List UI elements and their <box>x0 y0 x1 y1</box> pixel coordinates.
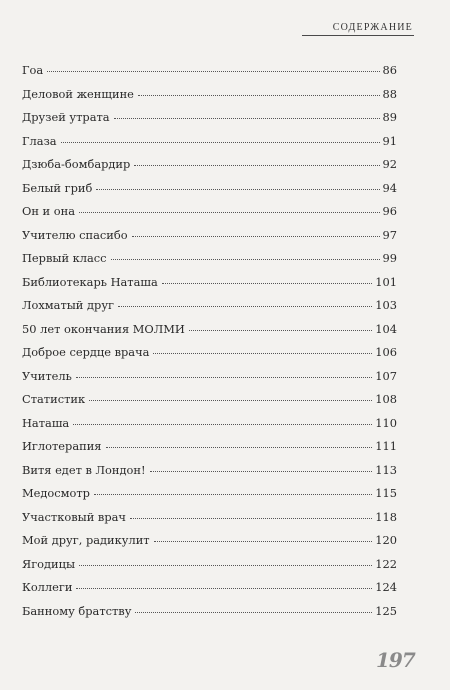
toc-entry-title: Иглотерапия <box>22 439 102 453</box>
toc-entry <box>22 153 397 177</box>
toc-entry-title: Коллеги <box>22 580 73 594</box>
dot-leader <box>106 447 373 448</box>
dot-leader <box>134 165 379 166</box>
dot-leader <box>89 400 372 401</box>
toc-entry-title: Первый класс <box>22 251 107 265</box>
toc-entry <box>22 529 397 553</box>
toc-entry-title: Дзюба-бомбардир <box>22 157 131 171</box>
toc-entry <box>22 341 397 365</box>
dot-leader <box>73 424 372 425</box>
dot-leader <box>150 471 373 472</box>
toc-entry-title: Он и она <box>22 204 76 218</box>
toc-entry-page: 106 <box>375 345 397 359</box>
dot-leader <box>153 353 372 354</box>
toc-entry <box>22 600 397 624</box>
toc-entry-page: 110 <box>375 415 397 430</box>
toc-entry <box>22 482 397 506</box>
toc-entry <box>22 412 397 436</box>
toc-entry-page: 115 <box>375 486 397 500</box>
toc-entry-title: Витя едет в Лондон! <box>22 462 146 477</box>
toc-entry <box>22 459 397 483</box>
toc-entry-page: 89 <box>382 110 397 124</box>
dot-leader <box>76 377 372 378</box>
toc-entry <box>22 130 397 154</box>
toc-entry <box>22 271 397 295</box>
dot-leader <box>111 259 380 260</box>
toc-entry-title: Банному братству <box>22 603 132 618</box>
toc-entry-page: 120 <box>375 533 397 547</box>
toc-entry-page: 88 <box>382 86 397 101</box>
toc-entry <box>22 506 397 530</box>
dot-leader <box>154 541 373 542</box>
toc-entry-page: 91 <box>382 133 397 148</box>
dot-leader <box>61 142 380 143</box>
dot-leader <box>79 565 372 566</box>
dot-leader <box>94 494 372 495</box>
toc-entry <box>22 177 397 201</box>
toc-entry-page: 111 <box>375 439 397 453</box>
toc-entry-page: 101 <box>375 274 397 289</box>
toc-entry-title: Ягодицы <box>22 556 76 571</box>
toc-entry-title: Доброе сердце врача <box>22 345 150 359</box>
toc-entry-page: 107 <box>375 368 397 383</box>
table-of-contents <box>22 59 397 623</box>
toc-entry-title: Мой друг, радикулит <box>22 533 150 547</box>
toc-entry-title: Учитель <box>22 368 72 383</box>
toc-entry-page: 104 <box>375 321 397 336</box>
toc-entry-title: Белый гриб <box>22 180 93 195</box>
toc-entry-page: 108 <box>375 392 397 406</box>
toc-entry <box>22 553 397 577</box>
running-head-rule <box>302 35 414 36</box>
toc-entry-title: Наташа <box>22 415 70 430</box>
toc-entry-title: Библиотекарь Наташа <box>22 274 158 289</box>
toc-entry-page: 103 <box>375 298 397 312</box>
dot-leader <box>114 118 380 119</box>
dot-leader <box>138 95 380 96</box>
toc-entry-title: Лохматый друг <box>22 298 114 312</box>
toc-entry-title: Деловой женщине <box>22 86 134 101</box>
dot-leader <box>118 306 372 307</box>
dot-leader <box>162 283 372 284</box>
toc-entry <box>22 388 397 412</box>
toc-entry-page: 96 <box>382 204 397 218</box>
dot-leader <box>76 588 372 589</box>
toc-entry-title: Учителю спасибо <box>22 227 128 242</box>
toc-entry <box>22 106 397 130</box>
toc-entry <box>22 83 397 107</box>
toc-entry-title: Гоа <box>22 63 44 77</box>
dot-leader <box>130 518 372 519</box>
running-head: СОДЕРЖАНИЕ <box>332 22 413 33</box>
toc-entry <box>22 576 397 600</box>
toc-entry-page: 99 <box>382 251 397 265</box>
toc-entry-page: 118 <box>375 509 397 524</box>
toc-entry-title: Глаза <box>22 133 57 148</box>
toc-entry-title: Статистик <box>22 392 86 406</box>
toc-entry-page: 86 <box>382 63 397 77</box>
dot-leader <box>79 212 379 213</box>
toc-entry-page: 97 <box>382 227 397 242</box>
toc-entry-page: 122 <box>375 556 397 571</box>
toc-entry-title: Медосмотр <box>22 486 90 500</box>
toc-entry <box>22 294 397 318</box>
toc-entry <box>22 200 397 224</box>
toc-entry-page: 92 <box>382 157 397 171</box>
toc-entry-page: 113 <box>375 462 397 477</box>
dot-leader <box>96 189 379 190</box>
dot-leader <box>135 612 372 613</box>
toc-entry-title: Участковый врач <box>22 509 126 524</box>
toc-entry-page: 125 <box>375 603 397 618</box>
toc-entry-page: 94 <box>382 180 397 195</box>
page-number: 197 <box>376 648 415 672</box>
toc-entry <box>22 435 397 459</box>
dot-leader <box>47 71 379 72</box>
toc-entry <box>22 247 397 271</box>
toc-entry <box>22 59 397 83</box>
toc-entry-title: 50 лет окончания МОЛМИ <box>22 321 185 336</box>
toc-entry <box>22 318 397 342</box>
dot-leader <box>132 236 380 237</box>
toc-entry <box>22 224 397 248</box>
toc-entry-page: 124 <box>375 580 397 594</box>
toc-entry-title: Друзей утрата <box>22 110 110 124</box>
toc-entry <box>22 365 397 389</box>
dot-leader <box>189 330 372 331</box>
